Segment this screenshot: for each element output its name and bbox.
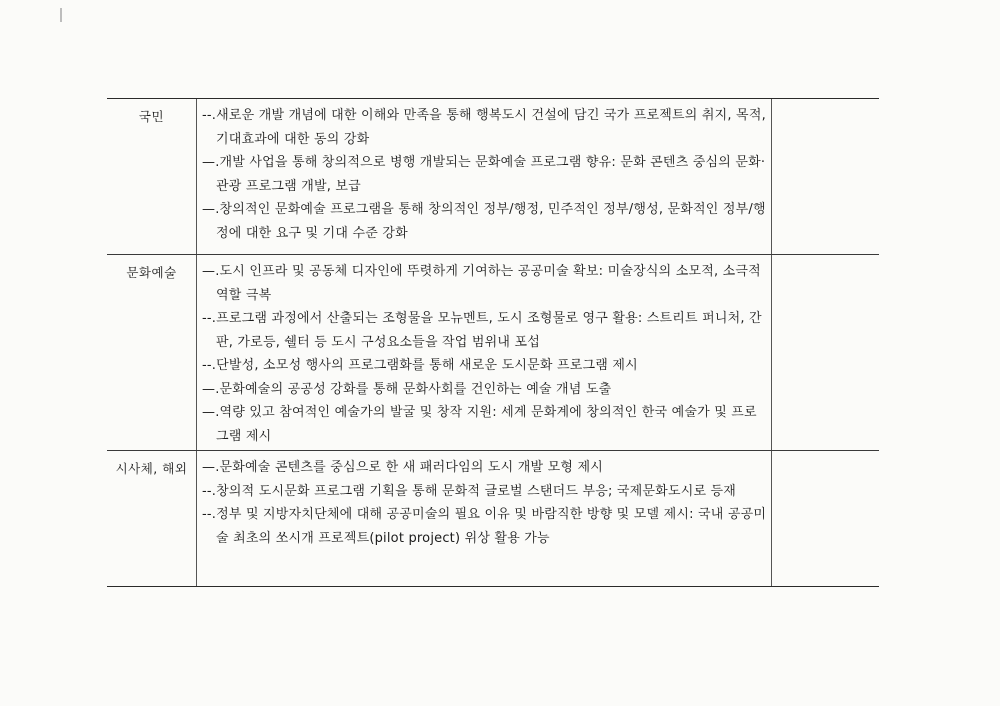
row-label-overseas: 시사체, 해외 bbox=[115, 461, 188, 476]
list-item: --.프로그램 과정에서 산출되는 조형물을 모뉴멘트, 도시 조형물로 영구 활용: 스트리트 퍼니처, 간판, 가로등, 쉘터 등 도시 구성요소들을 작업 범위내 포섭 bbox=[202, 311, 762, 350]
list-item: —.문화예술 콘텐츠를 중심으로 한 새 패러다임의 도시 개발 모형 제시 bbox=[202, 460, 603, 475]
stakeholder-effects-table bbox=[107, 98, 879, 587]
list-item: —.개발 사업을 통해 창의적으로 병행 개발되는 문화예술 프로그램 향유: 문화 콘텐츠 중심의 문화·관광 프로그램 개발, 보급 bbox=[202, 155, 766, 194]
row-content-culture-arts bbox=[202, 260, 768, 448]
scan-speck bbox=[60, 8, 62, 22]
row-overseas bbox=[107, 451, 879, 586]
list-item: —.역량 있고 참여적인 예술가의 발굴 및 창작 지원: 세계 문화계에 창의적인 한국 예술가 및 프로그램 제시 bbox=[202, 405, 757, 444]
row-content-overseas bbox=[202, 456, 768, 550]
list-item: --.정부 및 지방자치단체에 대해 공공미술의 필요 이유 및 바람직한 방향 및 모델 제시: 국내 공공미술 최초의 쏘시개 프로젝트(pilot project) 위상 활용 가능 bbox=[202, 507, 767, 546]
list-item: —.문화예술의 공공성 강화를 통해 문화사회를 건인하는 예술 개념 도출 bbox=[202, 381, 612, 397]
row-label-culture-arts: 문화예술 bbox=[126, 265, 177, 280]
row-culture-arts bbox=[107, 255, 879, 451]
list-item: --.새로운 개발 개념에 대한 이해와 만족을 통해 행복도시 건설에 담긴 국가 프로젝트의 취지, 목적, 기대효과에 대한 동의 강화 bbox=[202, 108, 766, 147]
row-label-citizens: 국민 bbox=[138, 109, 165, 124]
list-item: —.도시 인프라 및 공동체 디자인에 뚜렷하게 기여하는 공공미술 확보: 미술장식의 소모적, 소극적 역할 극복 bbox=[202, 264, 761, 303]
list-item: —.창의적인 문화예술 프로그램을 통해 창의적인 정부/행정, 민주적인 정부/행성, 문화적인 정부/행정에 대한 요구 및 기대 수준 강화 bbox=[202, 202, 766, 241]
row-content-citizens bbox=[202, 104, 768, 245]
list-item: --.창의적 도시문화 프로그램 기획을 통해 문화적 글로벌 스탠더드 부응; 국제문화도시로 등재 bbox=[202, 483, 737, 499]
list-item: --.단발성, 소모성 행사의 프로그램화를 통해 새로운 도시문화 프로그램 제시 bbox=[202, 358, 638, 373]
row-citizens bbox=[107, 99, 879, 255]
